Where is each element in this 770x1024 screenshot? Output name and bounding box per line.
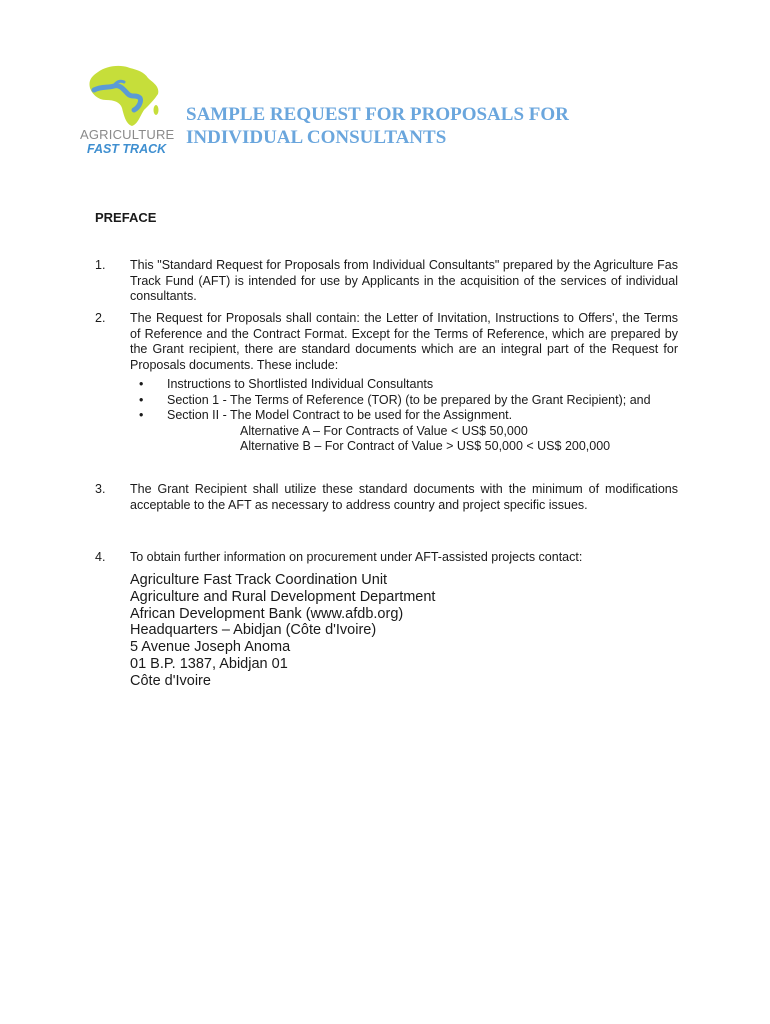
logo-text-fast-track: FAST TRACK — [87, 142, 167, 156]
item-number: 2. — [95, 311, 106, 325]
item-number: 3. — [95, 482, 106, 496]
logo-text-agriculture: AGRICULTURE — [80, 127, 175, 142]
document-title — [186, 103, 569, 149]
bullet-text: Section II - The Model Contract to be used for the Assignment. — [167, 408, 513, 422]
address-line: Headquarters – Abidjan (Côte d'Ivoire) — [130, 622, 377, 639]
bullet-icon: • — [139, 392, 144, 407]
preface-heading: PREFACE — [95, 210, 157, 225]
agriculture-fast-track-logo — [78, 64, 178, 160]
africa-map-icon — [84, 64, 170, 128]
address-line: African Development Bank (www.afdb.org) — [130, 605, 404, 622]
title-line-2: INDIVIDUAL CONSULTANTS — [186, 127, 447, 148]
address-line: Agriculture and Rural Development Department — [130, 588, 436, 605]
bullet-icon: • — [139, 408, 144, 422]
address-line: 01 B.P. 1387, Abidjan 01 — [130, 655, 288, 672]
list-item — [130, 377, 678, 393]
item-number: 1. — [95, 258, 106, 272]
item-text-block — [130, 311, 678, 455]
item-number: 4. — [95, 550, 106, 564]
item-text: The Grant Recipient shall utilize these standard documents with the minimum of modifications acceptable to the AFT as necessary to address country and project specific issues. — [130, 482, 678, 512]
numbered-item-1 — [95, 258, 678, 305]
numbered-item-3 — [95, 482, 678, 513]
alternative-b: Alternative B – For Contract of Value > US$ 50,000 < US$ 200,000 — [240, 439, 611, 453]
bullet-text: Section 1 - The Terms of Reference (TOR) (to be prepared by the Grant Recipient); and — [167, 392, 651, 407]
list-item — [130, 408, 678, 424]
item-text: The Request for Proposals shall contain: the Letter of Invitation, Instructions to Offers', the Terms of Reference and the Contract Format. Except for the Terms of Reference, which are prepared by the Grant recipient, there are standard documents which are an integral part of the Request for Proposals documents. These include: — [130, 311, 678, 372]
bullet-text: Instructions to Shortlisted Individual Consultants — [167, 377, 434, 391]
item-text: This "Standard Request for Proposals from Individual Consultants" prepared by the Agriculture Fas Track Fund (AFT) is intended for use by Applicants in the acquisition of the services of individual consultants. — [130, 258, 678, 303]
address-line: Agriculture Fast Track Coordination Unit — [130, 572, 388, 588]
list-item — [130, 393, 678, 409]
address-line: 5 Avenue Joseph Anoma — [130, 639, 291, 656]
contact-address — [130, 572, 435, 690]
bullet-icon: • — [139, 377, 144, 391]
address-line: Côte d'Ivoire — [130, 672, 211, 689]
title-line-1: SAMPLE REQUEST FOR PROPOSALS FOR — [186, 104, 569, 125]
numbered-item-2 — [95, 311, 678, 455]
item-text: To obtain further information on procurement under AFT-assisted projects contact: — [130, 550, 583, 564]
numbered-item-4 — [95, 550, 678, 566]
alternative-a: Alternative A – For Contracts of Value < US$ 50,000 — [240, 423, 528, 438]
bullet-list — [130, 377, 678, 424]
